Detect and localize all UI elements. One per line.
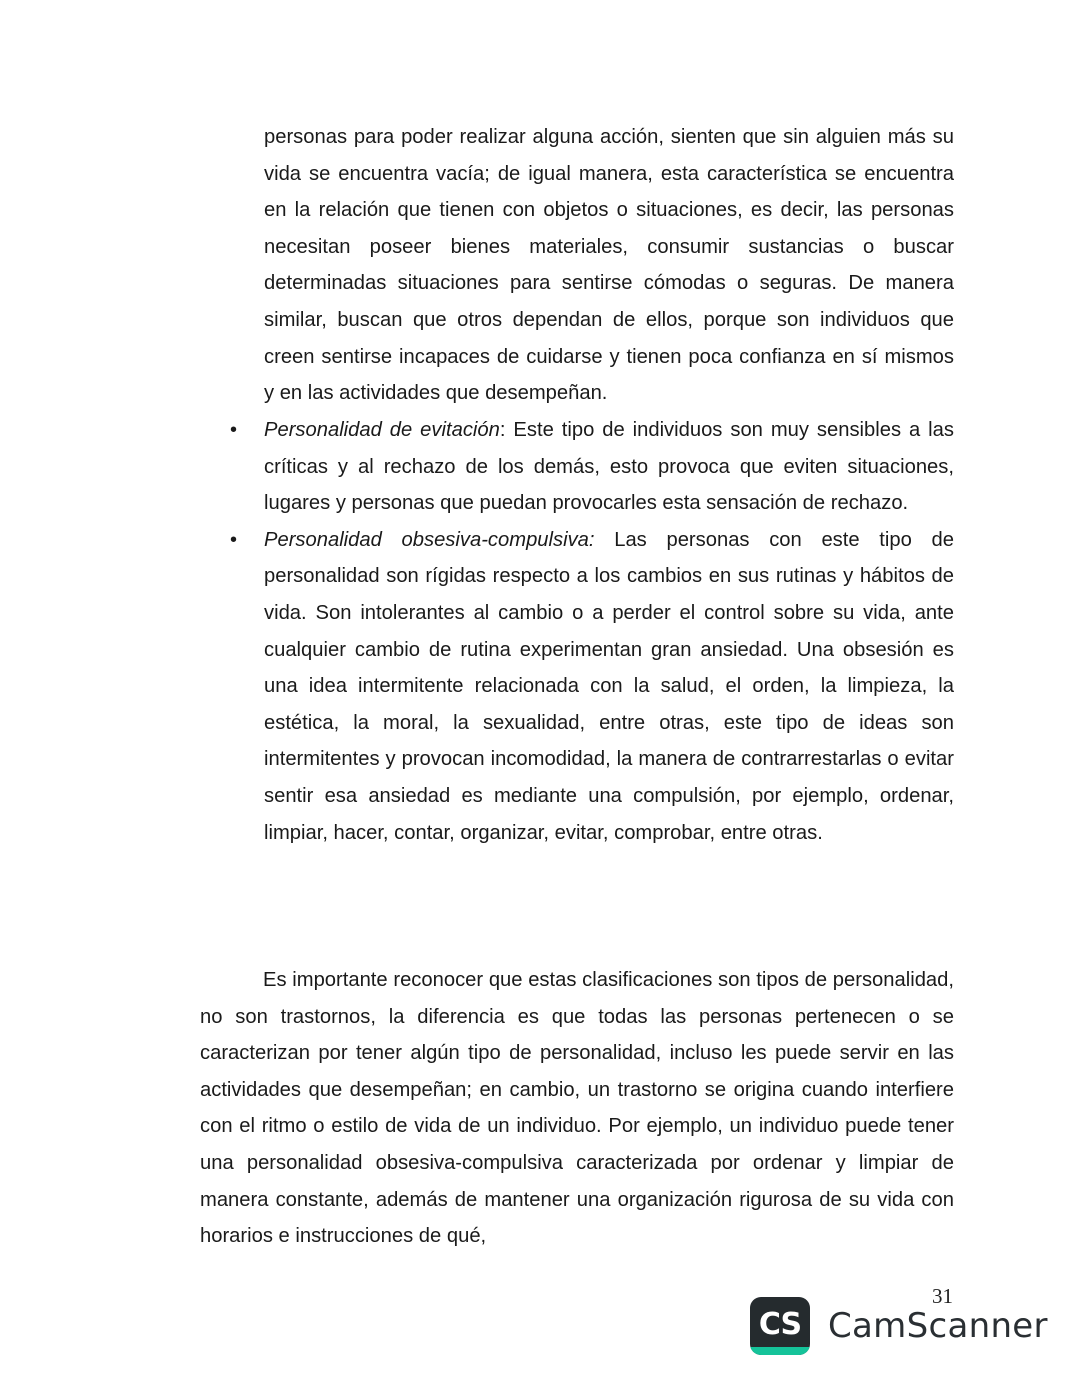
camscanner-badge-text: CS [758,1306,802,1342]
continuation-paragraph: personas para poder realizar alguna acción, sienten que sin alguien más su vida se encuentra vacía; de igual manera, esta característica se encuentra en la relación que tienen con objetos o situaciones, es decir, las personas necesitan poseer bienes materiales, consumir sustancias o buscar determinadas situaciones para sentirse cómodas o seguras. De manera similar, buscan que otros dependan de ellos, porque son individuos que creen sentirse incapaces de cuidarse y tienen poca confianza en sí mismos y en las actividades que desempeñan. [264,126,954,405]
bullet-text: Las personas con este tipo de personalidad son rígidas respecto a los cambios en sus rutinas y hábitos de vida. Son intolerantes al cambio o a perder el control sobre su vida, ante cualquier cambio de rutina experimentan gran ansiedad. Una obsesión es una idea intermitente relacionada con la salud, el orden, la limpieza, la estética, la moral, la sexualidad, entre otras, este tipo de ideas son intermitentes y provocan incomodidad, la manera de contrarrestarlas o evitar sentir esa ansiedad es mediante una compulsión, por ejemplo, ordenar, limpiar, hacer, contar, organizar, evitar, comprobar, entre otras. [264,528,954,844]
camscanner-brand-text: CamScanner [828,1306,1048,1346]
bullet-item-obsessive-compulsive [230,522,954,851]
bullet-item-avoidant [230,412,954,522]
page-number: 31 [932,1284,953,1308]
camscanner-watermark [750,1297,1048,1355]
camscanner-badge-stripe [750,1347,810,1355]
body-paragraph: Es importante reconocer que estas clasificaciones son tipos de personalidad, no son trastornos, la diferencia es que todas las personas pertenecen o se caracterizan por tener algún tipo de personalidad, incluso les puede servir en las actividades que desempeñan; en cambio, un trastorno se origina cuando interfiere con el ritmo o estilo de vida de un individuo. Por ejemplo, un individuo puede tener una personalidad obsesiva-compulsiva caracterizada por ordenar y limpiar de manera constante, además de mantener una organización rigurosa de su vida con horarios e instrucciones de qué, [200,969,954,1248]
bullet-separator: : [499,419,506,441]
bullet-text: Este tipo de individuos son muy sensibles a las críticas y al rechazo de los demás, esto provoca que eviten situaciones, lugares y personas que puedan provocarles esta sensación de rechazo. [264,419,954,515]
bullet-term: Personalidad obsesiva-compulsiva: [264,528,595,551]
bullet-term: Personalidad de evitación [264,419,500,441]
bullet-icon: • [230,528,238,551]
personality-bullet-list [0,412,1080,851]
camscanner-badge-icon [750,1297,810,1355]
bullet-icon: • [230,419,238,441]
